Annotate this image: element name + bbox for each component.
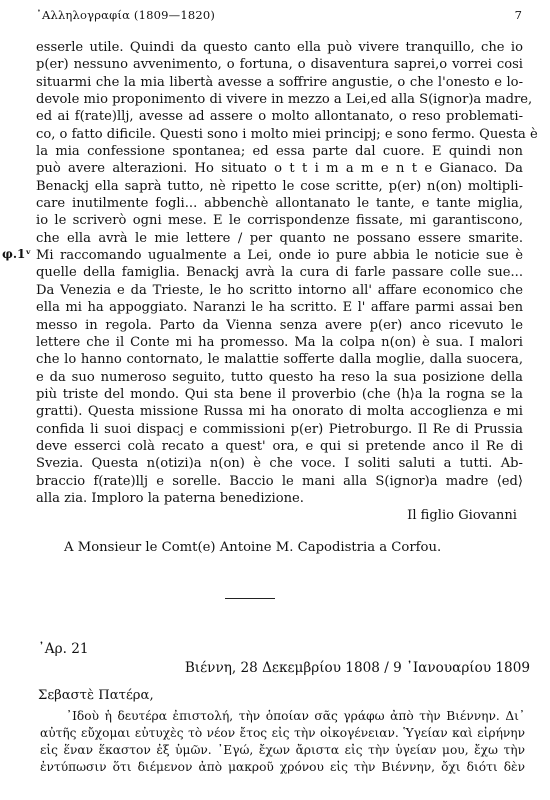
text-line: alla zia. Imploro la paterna benedizione. (36, 490, 304, 506)
letter-number: ᾿Αρ. 21 (38, 641, 89, 657)
text-line: esserle utile. Quindi da questo canto ella può vivere tranquillo, che io (36, 40, 523, 55)
text-line: più triste del mondo. Qui sta bene il proverbio (che ⟨h⟩a la rogna se la (36, 386, 523, 402)
signature: Il figlio Giovanni (407, 508, 517, 524)
text-line: ed ai f(rate)llj, avesse ad assere o molto allontanato, o reso problemati- (36, 109, 523, 125)
margin-folio-note: φ.1ᵛ (2, 247, 32, 261)
text-line: situarmi che la mia libertà avesse a soffrire angustie, o che l'onesto e lo- (36, 74, 523, 90)
text-line: messo in regola. Parto da Vienna senza avere p(er) anco ricevuto le (36, 317, 523, 333)
text-line: co, o fatto dificile. Questi sono i molto miei principj; e sono fermo. Questa è (36, 126, 538, 142)
text-line: quelle della famiglia. Benackj avrà la cura di farle passare colle sue... (36, 265, 523, 281)
text-line: e da suo numeroso seguito, tutto questo ha reso la sua posizione della (36, 369, 523, 385)
text-line: Benackj ella saprà tutto, nè ripetto le cose scritte, p(er) n(on) moltipli- (36, 178, 523, 194)
text-line: devole mio proponimento di vivere in mezzo a Lei,ed alla S(ignor)a madre, (36, 92, 533, 108)
text-line: io le scriverò ogni mese. E le corrispondenze fissate, mi garantiscono, (36, 213, 523, 229)
address-line: A Monsieur le Comt(e) Antoine M. Capodistria a Corfou. (64, 540, 442, 555)
italian-letter-body (36, 39, 538, 525)
running-header (36, 8, 522, 24)
text-line: Mi raccomando ugualmente a Lei, onde io pure abbia le noticie sue è (36, 248, 523, 264)
text-line: può avere alterazioni. Ho situato o t t i m a m e n t e Gianaco. Da (36, 161, 523, 177)
text-line: εἰς ἕναν ἕκαστον ἐξ ὑμῶν. ᾿Εγώ, ἔχων ἄριστα εἰς τὴν ὑγείαν μου, ἔχω τὴν (40, 743, 525, 757)
text-line: care inutilmente fogli... abbenchè allontanato le tante, e tante miglia, (36, 196, 523, 212)
text-line: Da Venezia e da Trieste, le ho scritto intorno all' affare economico che (36, 282, 523, 298)
text-line: αὐτῆς εὔχομαι εὐτυχὲς τὸ νέον ἔτος εἰς τὴν οἰκογένειαν. Ὑγείαν καὶ εἰρήνην (40, 726, 525, 740)
salutation: Σεβαστὲ Πατέρα, (38, 688, 154, 703)
text-line: confida li suoi dispacj e commissioni p(er) Pietroburgo. Il Re di Prussia (36, 421, 523, 437)
dateline: Βιέννη, 28 Δεκεμβρίου 1808 / 9 ᾿Ιανουαρίου 1809 (184, 660, 530, 676)
running-title: ᾿Αλληλογραφία (1809—1820) (36, 8, 216, 22)
text-line: p(er) nessuno avvenimento, o fortuna, o disaventura saprei,o vorrei cosi (36, 57, 523, 73)
greek-letter-body (40, 708, 525, 776)
text-line: braccio f(rate)llj e sorelle. Baccio le mani alla S(ignor)a madre ⟨ed⟩ (36, 473, 523, 489)
text-line: gratti). Questa missione Russa mi ha onorato di molta accoglienza e mi (36, 404, 523, 420)
text-line: che ella avrà le mie lettere / per quanto ne possano essere smarite. (36, 230, 523, 246)
text-line: ᾿Ιδοὺ ἡ δευτέρα ἐπιστολή, τὴν ὁποίαν σᾶς γράφω ἀπὸ τὴν Βιέννην. Δι᾿ (66, 709, 525, 723)
text-line: deve esserci colà recato a quest' ora, e qui si pretende anco il Re di (36, 438, 523, 454)
text-line: ella mi ha appoggiato. Naranzi le ha scritto. E l' affare parmi assai ben (36, 300, 523, 316)
text-line: lettere che il Conte mi ha promesso. Ma la colpa n(on) è sua. I malori (36, 334, 523, 350)
text-line: che lo hanno contornato, le malattie sofferte dalla moglie, dalla suocera, (36, 352, 523, 368)
text-line: la mia confessione spontanea; ed essa parte dal cuore. E quindi non (36, 144, 523, 160)
text-line: ἐντύπωσιν ὅτι διέμενον ἀπὸ μακροῦ χρόνου εἰς τὴν Βιέννην, ὄχι διότι δὲν (40, 760, 525, 774)
page-number: 7 (514, 8, 522, 22)
section-divider (225, 598, 275, 599)
text-line: Svezia. Questa n(otizi)a n(on) è che voce. I soliti saluti a tutti. Ab- (36, 456, 523, 472)
